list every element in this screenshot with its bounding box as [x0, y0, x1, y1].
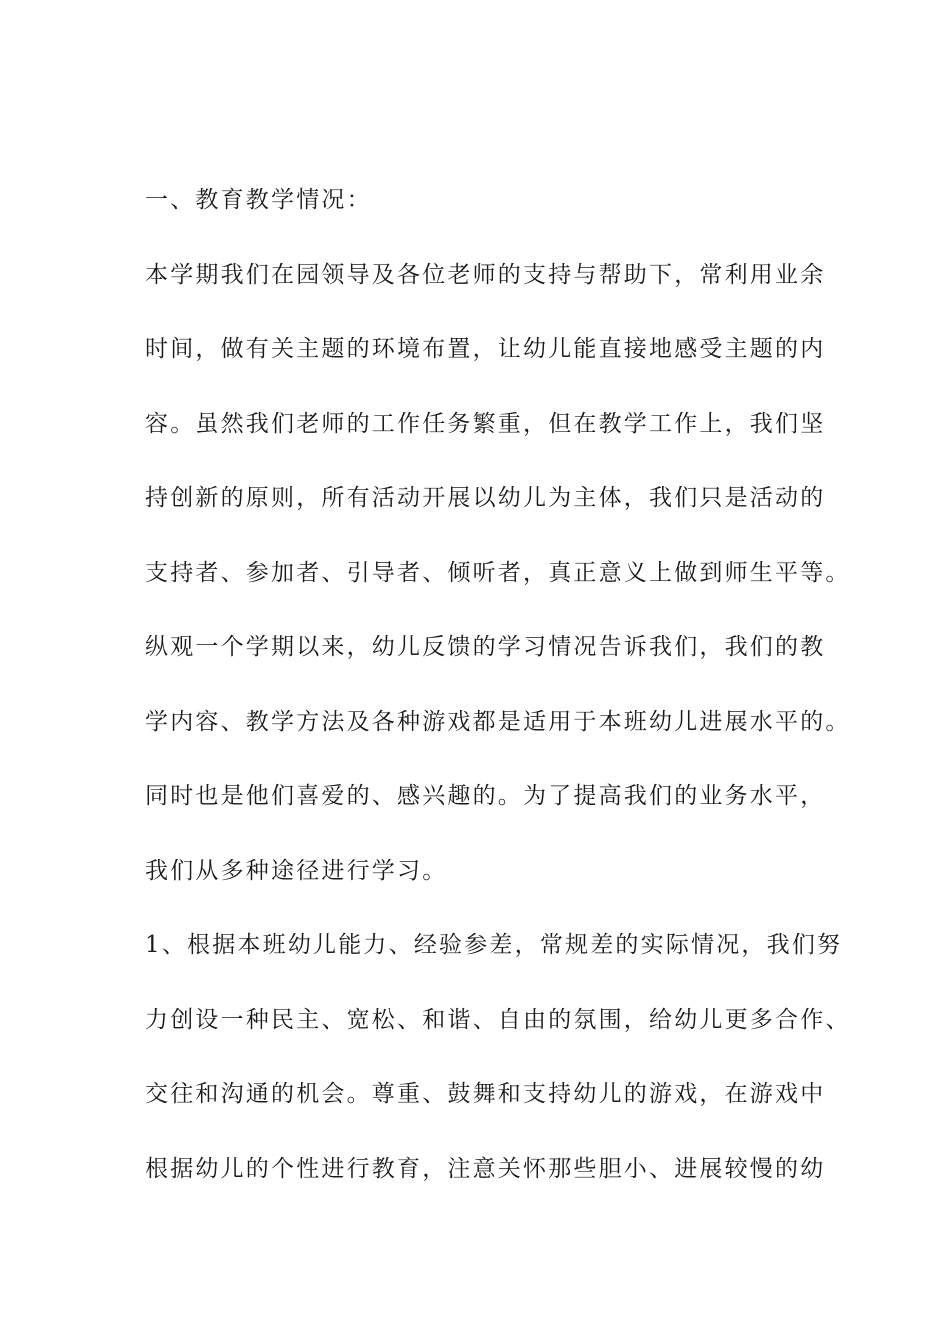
paragraph-line: 本学期我们在园领导及各位老师的支持与帮助下，常利用业余 — [145, 261, 826, 288]
section-heading: 一、教育教学情况： — [145, 187, 372, 213]
paragraph-line: 学内容、教学方法及各种游戏都是适用于本班幼儿进展水平的。 — [145, 708, 851, 735]
list-item-line: 交往和沟通的机会。尊重、鼓舞和支持幼儿的游戏，在游戏中 — [145, 1081, 826, 1107]
paragraph-line: 同时也是他们喜爱的、感兴趣的。为了提高我们的业务水平， — [145, 783, 826, 809]
document-body — [145, 180, 851, 1223]
list-item-line: 根据幼儿的个性进行教育，注意关怀那些胆小、进展较慢的幼 — [145, 1155, 826, 1182]
paragraph-line: 支持者、参加者、引导者、倾听者，真正意义上做到师生平等。 — [145, 559, 851, 586]
list-item-line: 1、根据本班幼儿能力、经验参差，常规差的实际情况，我们努 — [145, 932, 843, 958]
paragraph-line: 容。虽然我们老师的工作任务繁重，但在教学工作上，我们坚 — [145, 410, 826, 437]
paragraph-line: 纵观一个学期以来，幼儿反馈的学习情况告诉我们，我们的教 — [145, 634, 826, 660]
paragraph-line: 时间，做有关主题的环境布置，让幼儿能直接地感受主题的内 — [145, 336, 826, 362]
paragraph-line: 我们从多种途径进行学习。 — [145, 857, 448, 884]
paragraph-line: 持创新的原则，所有活动开展以幼儿为主体，我们只是活动的 — [145, 485, 826, 511]
list-item-line: 力创设一种民主、宽松、和谐、自由的氛围，给幼儿更多合作、 — [145, 1006, 851, 1033]
